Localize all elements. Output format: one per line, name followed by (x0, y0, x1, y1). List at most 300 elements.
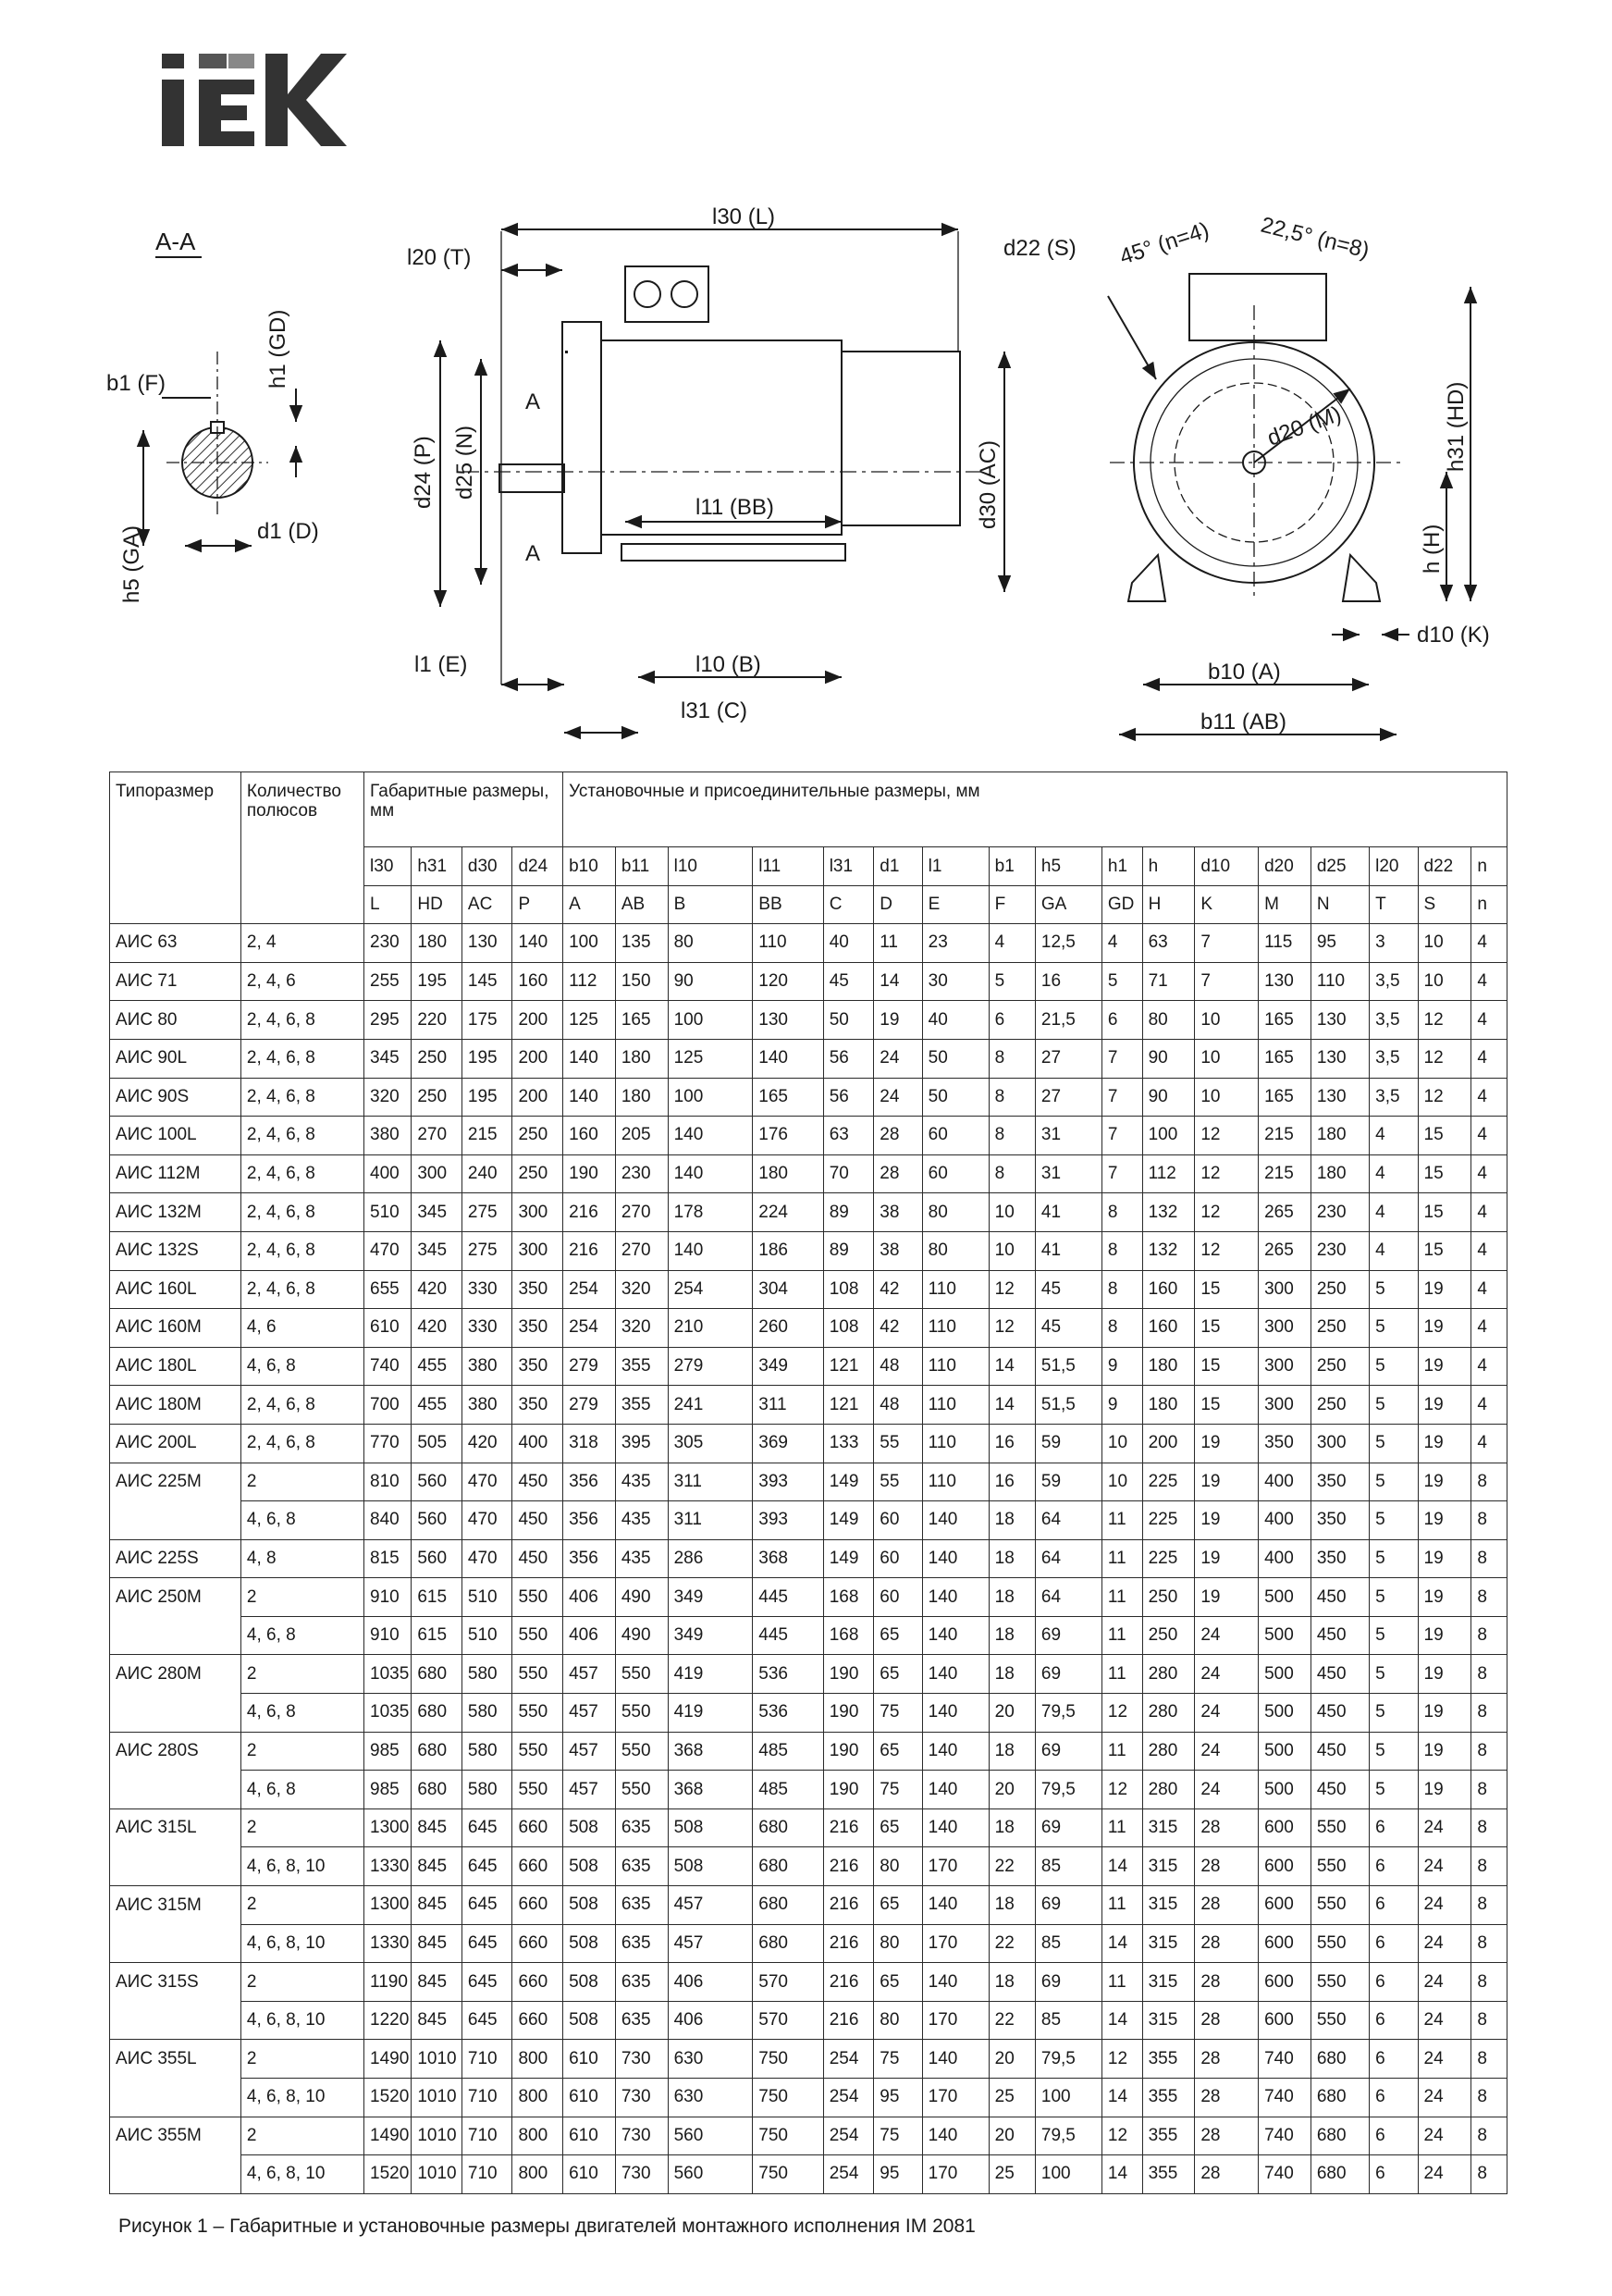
size-cell (110, 1694, 241, 1733)
value-cell: 580 (461, 1694, 512, 1733)
value-cell: 490 (615, 1578, 668, 1617)
value-cell: 8 (1471, 2040, 1507, 2079)
value-cell: 300 (512, 1193, 563, 1232)
value-cell: 8 (1471, 1963, 1507, 2002)
value-cell: 6 (1370, 2040, 1418, 2079)
value-cell: 485 (753, 1732, 823, 1771)
value-cell: 845 (412, 1847, 462, 1886)
table-row (110, 1886, 1507, 1925)
figure-caption: Рисунок 1 – Габаритные и установочные размеры двигателей монтажного исполнения IM 2081 (118, 2216, 976, 2237)
value-cell: 85 (1035, 1924, 1101, 1963)
value-cell: 508 (563, 1847, 616, 1886)
value-cell: 645 (461, 1963, 512, 2002)
header-code-cell: AC (461, 885, 512, 924)
value-cell: 60 (874, 1501, 922, 1540)
value-cell: 570 (753, 1963, 823, 2002)
size-cell: АИС 71 (110, 962, 241, 1001)
value-cell: 200 (512, 1039, 563, 1078)
header-install: Установочные и присоединительные размеры, мм (563, 772, 1507, 847)
value-cell: 400 (512, 1424, 563, 1463)
value-cell: 645 (461, 2001, 512, 2040)
value-cell: 140 (563, 1039, 616, 1078)
value-cell: 140 (922, 2117, 989, 2155)
value-cell: 145 (461, 962, 512, 1001)
value-cell: 11 (1101, 1732, 1142, 1771)
value-cell: 5 (1370, 1616, 1418, 1655)
value-cell: 254 (823, 2079, 874, 2117)
section-label: A-A (155, 228, 196, 255)
value-cell: 630 (668, 2079, 753, 2117)
value-cell: 8 (989, 1117, 1035, 1155)
value-cell: 315 (1142, 1808, 1195, 1847)
value-cell: 64 (1035, 1578, 1101, 1617)
value-cell: 20 (989, 2117, 1035, 2155)
value-cell: 42 (874, 1270, 922, 1309)
value-cell: 7 (1195, 962, 1259, 1001)
value-cell: 10 (1195, 1001, 1259, 1040)
value-cell: 24 (1418, 2117, 1471, 2155)
value-cell: 406 (668, 1963, 753, 2002)
value-cell: 350 (1259, 1424, 1311, 1463)
table-row (110, 1694, 1507, 1733)
size-cell (110, 2001, 241, 2040)
value-cell: 510 (461, 1616, 512, 1655)
value-cell: 165 (1259, 1001, 1311, 1040)
value-cell: 38 (874, 1193, 922, 1232)
table-row (110, 1463, 1507, 1501)
value-cell: 14 (1101, 2079, 1142, 2117)
value-cell: 610 (563, 2079, 616, 2117)
value-cell: 536 (753, 1655, 823, 1694)
value-cell: 230 (1311, 1231, 1369, 1270)
value-cell: 300 (512, 1231, 563, 1270)
value-cell: 64 (1035, 1501, 1101, 1540)
value-cell: 12 (1418, 1001, 1471, 1040)
value-cell: 85 (1035, 2001, 1101, 2040)
value-cell: 19 (1418, 1732, 1471, 1771)
header-poles: Количество полюсов (240, 772, 363, 924)
value-cell: 815 (364, 1539, 412, 1578)
dim-d20: d20 (M) (1263, 401, 1345, 451)
value-cell: 28 (874, 1154, 922, 1193)
header-code-cell: A (563, 885, 616, 924)
value-cell: 8 (1471, 1771, 1507, 1809)
value-cell: 220 (412, 1001, 462, 1040)
value-cell: 550 (1311, 2001, 1369, 2040)
value-cell: 550 (512, 1578, 563, 1617)
value-cell: 19 (1418, 1309, 1471, 1348)
value-cell: 140 (922, 2040, 989, 2079)
value-cell: 350 (1311, 1501, 1369, 1540)
value-cell: 1010 (412, 2079, 462, 2117)
value-cell: 45 (1035, 1270, 1101, 1309)
value-cell: 280 (1142, 1655, 1195, 1694)
value-cell: 1490 (364, 2040, 412, 2079)
value-cell: 195 (461, 1078, 512, 1117)
value-cell: 18 (989, 1616, 1035, 1655)
value-cell: 8 (989, 1078, 1035, 1117)
table-row (110, 1539, 1507, 1578)
poles-cell: 2, 4, 6, 8 (240, 1039, 363, 1078)
value-cell: 18 (989, 1655, 1035, 1694)
poles-cell: 2, 4, 6, 8 (240, 1001, 363, 1040)
value-cell: 270 (615, 1231, 668, 1270)
value-cell: 28 (1195, 2117, 1259, 2155)
value-cell: 1010 (412, 2117, 462, 2155)
header-code-cell: AB (615, 885, 668, 924)
value-cell: 225 (1142, 1539, 1195, 1578)
value-cell: 205 (615, 1117, 668, 1155)
value-cell: 311 (668, 1501, 753, 1540)
table-row (110, 2117, 1507, 2155)
value-cell: 15 (1195, 1270, 1259, 1309)
value-cell: 1300 (364, 1886, 412, 1925)
value-cell: 19 (1418, 1616, 1471, 1655)
value-cell: 349 (668, 1616, 753, 1655)
value-cell: 1190 (364, 1963, 412, 2002)
dim-h5: h5 (GA) (119, 525, 144, 603)
value-cell: 195 (461, 1039, 512, 1078)
value-cell: 349 (668, 1578, 753, 1617)
table-row (110, 1078, 1507, 1117)
value-cell: 230 (364, 924, 412, 963)
value-cell: 200 (512, 1001, 563, 1040)
value-cell: 45 (1035, 1309, 1101, 1348)
value-cell: 393 (753, 1463, 823, 1501)
header-dim-cell: b10 (563, 847, 616, 886)
header-dim-cell: d1 (874, 847, 922, 886)
poles-cell: 2 (240, 2117, 363, 2155)
value-cell: 8 (1471, 1616, 1507, 1655)
value-cell: 11 (1101, 1886, 1142, 1925)
value-cell: 190 (823, 1732, 874, 1771)
value-cell: 6 (1370, 2001, 1418, 2040)
value-cell: 69 (1035, 1655, 1101, 1694)
table-row (110, 1963, 1507, 2002)
value-cell: 419 (668, 1694, 753, 1733)
value-cell: 95 (874, 2079, 922, 2117)
value-cell: 11 (1101, 1539, 1142, 1578)
value-cell: 140 (668, 1117, 753, 1155)
header-dim-cell: h1 (1101, 847, 1142, 886)
size-cell (110, 2155, 241, 2194)
value-cell: 132 (1142, 1231, 1195, 1270)
value-cell: 80 (874, 1924, 922, 1963)
value-cell: 740 (1259, 2155, 1311, 2194)
value-cell: 450 (512, 1539, 563, 1578)
value-cell: 254 (563, 1270, 616, 1309)
value-cell: 130 (1311, 1078, 1369, 1117)
value-cell: 18 (989, 1732, 1035, 1771)
value-cell: 210 (668, 1309, 753, 1348)
value-cell: 710 (461, 2040, 512, 2079)
poles-cell: 4, 6, 8 (240, 1771, 363, 1809)
value-cell: 216 (823, 1924, 874, 1963)
value-cell: 610 (563, 2155, 616, 2194)
size-cell: АИС 63 (110, 924, 241, 963)
value-cell: 255 (364, 962, 412, 1001)
value-cell: 485 (753, 1771, 823, 1809)
value-cell: 160 (1142, 1309, 1195, 1348)
value-cell: 11 (1101, 1808, 1142, 1847)
value-cell: 550 (512, 1732, 563, 1771)
value-cell: 550 (615, 1655, 668, 1694)
size-cell: АИС 315M (110, 1886, 241, 1925)
header-dim-cell: h5 (1035, 847, 1101, 886)
value-cell: 140 (922, 1771, 989, 1809)
value-cell: 680 (753, 1886, 823, 1925)
value-cell: 50 (922, 1078, 989, 1117)
value-cell: 500 (1259, 1771, 1311, 1809)
value-cell: 11 (1101, 1655, 1142, 1694)
value-cell: 28 (1195, 1847, 1259, 1886)
size-cell: АИС 315S (110, 1963, 241, 2002)
value-cell: 350 (1311, 1539, 1369, 1578)
value-cell: 250 (512, 1117, 563, 1155)
poles-cell: 2 (240, 1732, 363, 1771)
value-cell: 24 (1418, 2040, 1471, 2079)
table-row (110, 1270, 1507, 1309)
value-cell: 8 (1101, 1231, 1142, 1270)
value-cell: 395 (615, 1424, 668, 1463)
value-cell: 24 (1418, 1924, 1471, 1963)
value-cell: 7 (1101, 1117, 1142, 1155)
value-cell: 419 (668, 1655, 753, 1694)
value-cell: 550 (1311, 1847, 1369, 1886)
value-cell: 79,5 (1035, 1694, 1101, 1733)
value-cell: 356 (563, 1539, 616, 1578)
value-cell: 80 (874, 1847, 922, 1886)
dim-d25: d25 (N) (452, 425, 477, 500)
size-cell: АИС 250M (110, 1578, 241, 1617)
value-cell: 500 (1259, 1694, 1311, 1733)
value-cell: 176 (753, 1117, 823, 1155)
value-cell: 660 (512, 2001, 563, 2040)
value-cell: 645 (461, 1808, 512, 1847)
table-row (110, 924, 1507, 963)
size-cell: АИС 80 (110, 1001, 241, 1040)
value-cell: 550 (615, 1771, 668, 1809)
value-cell: 600 (1259, 2001, 1311, 2040)
header-dim-cell: d25 (1311, 847, 1369, 886)
value-cell: 5 (1370, 1424, 1418, 1463)
value-cell: 350 (512, 1347, 563, 1386)
dimensions-table (109, 772, 1507, 2194)
value-cell: 680 (1311, 2117, 1369, 2155)
value-cell: 355 (1142, 2117, 1195, 2155)
value-cell: 19 (1418, 1424, 1471, 1463)
value-cell: 28 (1195, 2040, 1259, 2079)
value-cell: 10 (989, 1231, 1035, 1270)
value-cell: 300 (1259, 1386, 1311, 1425)
value-cell: 140 (922, 1655, 989, 1694)
value-cell: 56 (823, 1039, 874, 1078)
value-cell: 110 (922, 1463, 989, 1501)
table-row (110, 1424, 1507, 1463)
header-code-cell: B (668, 885, 753, 924)
value-cell: 200 (512, 1078, 563, 1117)
value-cell: 225 (1142, 1463, 1195, 1501)
value-cell: 680 (412, 1732, 462, 1771)
value-cell: 16 (989, 1463, 1035, 1501)
value-cell: 250 (1311, 1347, 1369, 1386)
value-cell: 4 (1471, 1347, 1507, 1386)
dim-l31: l31 (C) (681, 698, 748, 723)
value-cell: 345 (412, 1193, 462, 1232)
section-mark-top: A (525, 389, 541, 414)
value-cell: 79,5 (1035, 2040, 1101, 2079)
value-cell: 490 (615, 1616, 668, 1655)
value-cell: 112 (563, 962, 616, 1001)
value-cell: 510 (364, 1193, 412, 1232)
value-cell: 12 (1101, 2040, 1142, 2079)
value-cell: 320 (615, 1270, 668, 1309)
value-cell: 457 (668, 1924, 753, 1963)
table-row (110, 1578, 1507, 1617)
value-cell: 610 (563, 2117, 616, 2155)
poles-cell: 2 (240, 1578, 363, 1617)
dim-d1: d1 (D) (257, 519, 319, 544)
value-cell: 910 (364, 1616, 412, 1655)
value-cell: 280 (1142, 1694, 1195, 1733)
value-cell: 165 (615, 1001, 668, 1040)
value-cell: 19 (1195, 1463, 1259, 1501)
value-cell: 79,5 (1035, 2117, 1101, 2155)
value-cell: 845 (412, 1886, 462, 1925)
value-cell: 15 (1195, 1309, 1259, 1348)
poles-cell: 4, 6, 8, 10 (240, 1847, 363, 1886)
value-cell: 457 (563, 1655, 616, 1694)
value-cell: 50 (922, 1039, 989, 1078)
value-cell: 130 (461, 924, 512, 963)
value-cell: 11 (1101, 1963, 1142, 2002)
value-cell: 15 (1418, 1117, 1471, 1155)
value-cell: 75 (874, 1694, 922, 1733)
value-cell: 51,5 (1035, 1347, 1101, 1386)
value-cell: 140 (563, 1078, 616, 1117)
value-cell: 560 (412, 1539, 462, 1578)
value-cell: 450 (512, 1463, 563, 1501)
value-cell: 5 (1370, 1578, 1418, 1617)
value-cell: 315 (1142, 1886, 1195, 1925)
value-cell: 11 (1101, 1578, 1142, 1617)
value-cell: 1520 (364, 2155, 412, 2194)
value-cell: 635 (615, 2001, 668, 2040)
value-cell: 4 (1101, 924, 1142, 963)
value-cell: 31 (1035, 1117, 1101, 1155)
value-cell: 14 (989, 1386, 1035, 1425)
value-cell: 108 (823, 1309, 874, 1348)
value-cell: 4 (1471, 1001, 1507, 1040)
value-cell: 250 (1142, 1578, 1195, 1617)
value-cell: 550 (1311, 1886, 1369, 1925)
value-cell: 135 (615, 924, 668, 963)
value-cell: 350 (1311, 1463, 1369, 1501)
value-cell: 24 (1418, 1963, 1471, 2002)
table-row (110, 1231, 1507, 1270)
value-cell: 580 (461, 1771, 512, 1809)
value-cell: 8 (1471, 2155, 1507, 2194)
header-dim-cell: l10 (668, 847, 753, 886)
size-cell: АИС 112M (110, 1154, 241, 1193)
value-cell: 28 (1195, 1886, 1259, 1925)
value-cell: 985 (364, 1732, 412, 1771)
value-cell: 140 (753, 1039, 823, 1078)
size-cell: АИС 132S (110, 1231, 241, 1270)
poles-cell: 4, 6, 8, 10 (240, 1924, 363, 1963)
value-cell: 24 (874, 1078, 922, 1117)
poles-cell: 2, 4, 6, 8 (240, 1424, 363, 1463)
value-cell: 356 (563, 1501, 616, 1540)
value-cell: 275 (461, 1231, 512, 1270)
value-cell: 270 (615, 1193, 668, 1232)
value-cell: 265 (1259, 1193, 1311, 1232)
value-cell: 610 (563, 2040, 616, 2079)
value-cell: 100 (668, 1078, 753, 1117)
value-cell: 195 (412, 962, 462, 1001)
value-cell: 38 (874, 1231, 922, 1270)
value-cell: 265 (1259, 1231, 1311, 1270)
value-cell: 580 (461, 1655, 512, 1694)
value-cell: 7 (1101, 1078, 1142, 1117)
table-row (110, 1193, 1507, 1232)
dim-b1: b1 (F) (106, 371, 166, 396)
value-cell: 69 (1035, 1732, 1101, 1771)
value-cell: 5 (1101, 962, 1142, 1001)
value-cell: 845 (412, 1924, 462, 1963)
value-cell: 750 (753, 2155, 823, 2194)
value-cell: 65 (874, 1732, 922, 1771)
header-code-cell: K (1195, 885, 1259, 924)
value-cell: 110 (922, 1270, 989, 1309)
section-mark-bottom: A (525, 541, 541, 566)
value-cell: 28 (1195, 1924, 1259, 1963)
value-cell: 130 (1259, 962, 1311, 1001)
value-cell: 311 (668, 1463, 753, 1501)
value-cell: 19 (1418, 1539, 1471, 1578)
value-cell: 140 (922, 1578, 989, 1617)
dim-l11: l11 (BB) (695, 495, 774, 520)
table-row (110, 1771, 1507, 1809)
value-cell: 69 (1035, 1963, 1101, 2002)
value-cell: 8 (1471, 1578, 1507, 1617)
value-cell: 740 (364, 1347, 412, 1386)
value-cell: 31 (1035, 1154, 1101, 1193)
header-dim-cell: d20 (1259, 847, 1311, 886)
value-cell: 69 (1035, 1886, 1101, 1925)
header-overall: Габаритные размеры, мм (364, 772, 563, 847)
value-cell: 75 (874, 2040, 922, 2079)
value-cell: 110 (1311, 962, 1369, 1001)
value-cell: 133 (823, 1424, 874, 1463)
value-cell: 500 (1259, 1732, 1311, 1771)
value-cell: 680 (412, 1694, 462, 1733)
value-cell: 224 (753, 1193, 823, 1232)
value-cell: 845 (412, 1808, 462, 1847)
dim-d10: d10 (K) (1417, 623, 1490, 648)
value-cell: 5 (1370, 1732, 1418, 1771)
value-cell: 18 (989, 1886, 1035, 1925)
value-cell: 400 (1259, 1501, 1311, 1540)
value-cell: 660 (512, 1808, 563, 1847)
value-cell: 140 (922, 1539, 989, 1578)
header-code-cell: C (823, 885, 874, 924)
value-cell: 4 (989, 924, 1035, 963)
value-cell: 750 (753, 2079, 823, 2117)
value-cell: 730 (615, 2040, 668, 2079)
value-cell: 14 (1101, 1924, 1142, 1963)
value-cell: 12 (1101, 1694, 1142, 1733)
